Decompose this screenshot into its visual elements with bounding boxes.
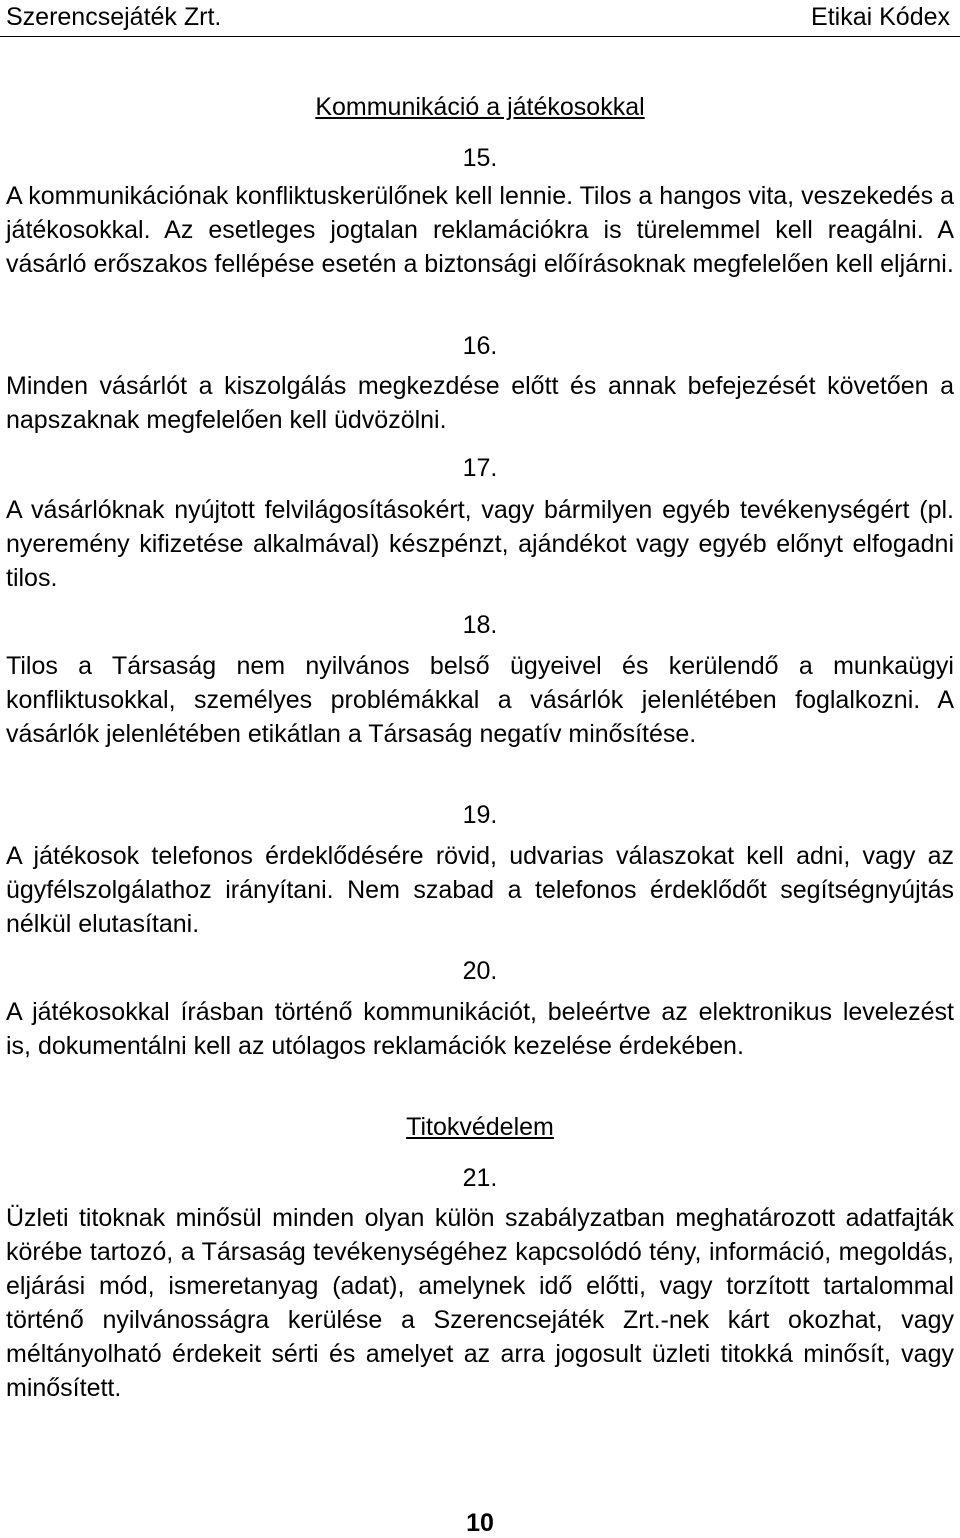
article-text-19: A játékosok telefonos érdeklődésére rövid, udvarias válaszokat kell adni, vagy az ügyfélszolgálathoz irányítani. Nem szabad a telefonos érdeklődőt segítségnyújtás nélkül elutasítani.	[6, 842, 954, 938]
header-document-title: Etikai Kódex	[811, 3, 950, 31]
article-number-21: 21.	[462, 1164, 498, 1192]
article-text-17: A vásárlóknak nyújtott felvilágosításokért, vagy bármilyen egyéb tevékenységért (pl. nyeremény kifizetése alkalmával) készpénzt, ajándékot vagy egyéb előnyt elfogadni tilos.	[6, 496, 954, 592]
article-text-20: A játékosokkal írásban történő kommunikációt, beleértve az elektronikus levelezést is, dokumentálni kell az utólagos reklamációk kezelése érdekében.	[6, 998, 954, 1060]
article-number-15: 15.	[462, 144, 498, 172]
article-text-16: Minden vásárlót a kiszolgálás megkezdése előtt és annak befejezését követően a napszaknak megfelelően kell üdvözölni.	[6, 372, 954, 434]
article-number-17: 17.	[462, 454, 498, 482]
page-number: 10	[466, 1509, 494, 1537]
article-text-18: Tilos a Társaság nem nyilvános belső ügyeivel és kerülendő a munkaügyi konfliktusokkal, személyes problémákkal a vásárlók jelenlétében foglalkozni. A vásárlók jelenlétében etikátlan a Társaság negatív minősítése.	[6, 652, 954, 748]
article-number-20: 20.	[462, 957, 498, 985]
article-number-16: 16.	[462, 332, 498, 360]
article-number-19: 19.	[462, 801, 498, 829]
article-text-21: Üzleti titoknak minősül minden olyan külön szabályzatban meghatározott adatfajták körébe tartozó, a Társaság tevékenységéhez kapcsolódó tény, információ, megoldás, eljárási mód, ismeretanyag (adat), amelynek idő előtti, vagy torzított tartalommal történő nyilvánosságra kerülése a Szerencsejáték Zrt.-nek kárt okozhat, vagy méltányolható érdekeit sérti és amelyet az arra jogosult üzleti titokká minősít, vagy minősített.	[6, 1204, 954, 1402]
section-title-communication: Kommunikáció a játékosokkal	[315, 93, 645, 121]
article-text-15: A kommunikációnak konfliktuskerülőnek kell lennie. Tilos a hangos vita, veszekedés a játékosokkal. Az esetleges jogtalan reklamációkra is türelemmel kell reagálni. A vásárló erőszakos fellépése esetén a biztonsági előírásoknak megfelelően kell eljárni.	[6, 182, 954, 278]
section-title-secret-protection: Titokvédelem	[406, 1113, 554, 1141]
header-company: Szerencsejáték Zrt.	[6, 3, 222, 31]
article-number-18: 18.	[462, 611, 498, 639]
page-header	[0, 0, 960, 37]
